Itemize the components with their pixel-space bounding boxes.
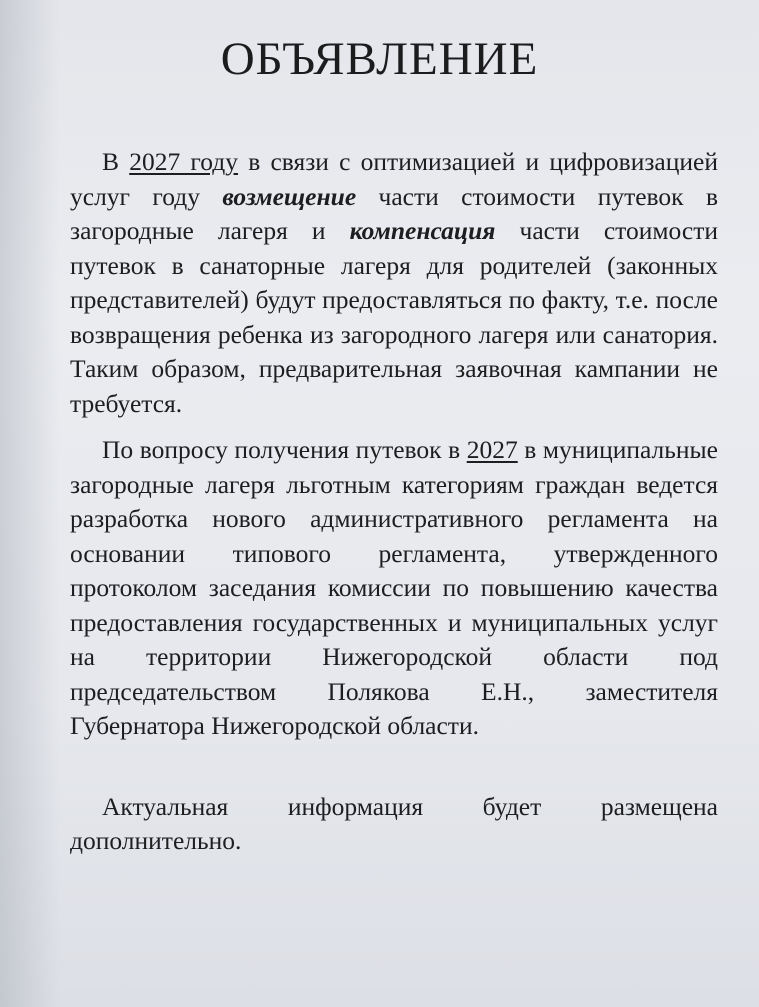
- p2-text-2: в муниципальные загородные лагеря льготным категориям граждан ведется разработка нового административного регламента на основании типового регламента, утвержденного протоколом заседания комиссии по повышению качества предоставления государственных и муниципальных услуг на территории Нижегородской области под председательством Полякова Е.Н., заместителя Губернатора Нижегородской области.: [70, 435, 718, 740]
- p2-text-1: По вопросу получения путевок в: [102, 435, 467, 464]
- page-title: ОБЪЯВЛЕНИЕ: [220, 33, 539, 85]
- paragraph-info: Актуальная информация будет размещена дополнительно.: [70, 791, 718, 855]
- p1-year: 2027 году: [129, 147, 238, 176]
- p2-year: 2027: [466, 435, 518, 464]
- announcement-body: [70, 145, 718, 859]
- page-shadow: [0, 0, 60, 1007]
- p1-text-2: в связи с оптимизацией и цифровизацией услуг году: [70, 147, 718, 211]
- p1-text-4: части стоимости путевок в санаторные лагеря для родителей (законных представителей) будут предоставляться по факту, т.е. после возвращения ребенка из загородного лагеря или санатория. Таким образом, предварительная заявочная кампании не требуется.: [70, 216, 718, 418]
- p1-text-1: В: [102, 147, 130, 176]
- paragraph-reimbursement: [70, 145, 718, 421]
- p1-bold-reimbursement: возмещение: [222, 181, 357, 211]
- paragraph-regulation: [70, 433, 718, 744]
- p1-text-3: части стоимости путевок в загородные лагеря и: [70, 181, 718, 245]
- p1-bold-compensation: компенсация: [349, 216, 496, 245]
